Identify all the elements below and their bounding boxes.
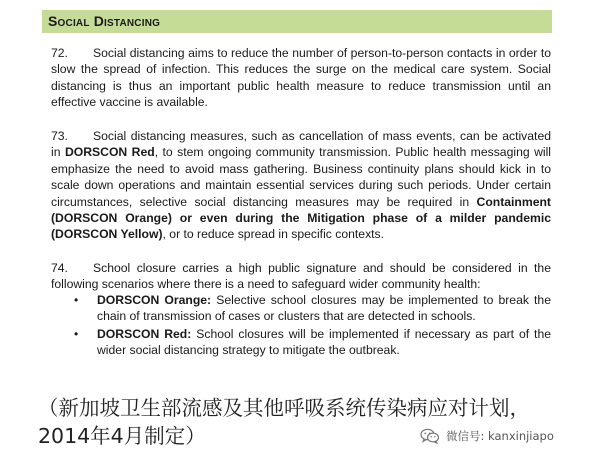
paragraph-text: School closure carries a high public signature and should be considered in the following scenarios where there is a need to safeguard wider community health: — [51, 261, 551, 292]
bullet-point: • — [74, 326, 79, 341]
paragraph-73 — [51, 128, 551, 243]
bullet-point: • — [74, 293, 79, 307]
bold-dorscon-red: DORSCON Red — [64, 145, 155, 160]
paragraph-number: 73. — [51, 129, 68, 143]
watermark — [420, 428, 554, 444]
bold-containment: Containment (DORSCON Orange) or even during the Mitigation phase of a milder pandemic (DORSCON Yellow) — [51, 194, 551, 242]
paragraph-text: Social distancing aims to reduce the number of person-to-person contacts in order to slow the spread of infection. This reduces the surge on the medical care system. Social distancing is thus an important public health measure to reduce transmission until an effective vaccine is available. — [51, 46, 551, 110]
paragraph-text: , to stem ongoing community transmission. Public health messaging will emphasize the need to avoid mass gathering. Business continuity plans should kick in to scale down operations and maintain essential services during such periods. Under certain circumstances, selective social distancing measures may be required in — [51, 145, 551, 209]
school-closure-list — [72, 292, 551, 360]
paragraph-number: 72. — [51, 46, 68, 60]
wechat-icon — [420, 428, 440, 444]
paragraph-72 — [51, 45, 551, 111]
section-title: Social Distancing — [48, 13, 161, 29]
bullet-label: DORSCON Orange: — [97, 293, 212, 307]
list-item — [72, 292, 551, 325]
bullet-text: Selective school closures may be implemented to break the chain of transmission of cases or clusters that are detected in schools. — [97, 293, 551, 324]
bullet-label: DORSCON Red: — [97, 326, 192, 341]
watermark-text: 微信号: kanxinjiapo — [446, 429, 554, 443]
section-header — [42, 10, 552, 33]
paragraph-text: , or to reduce spread in specific contexts. — [162, 227, 385, 242]
paragraph-number: 74. — [51, 261, 68, 275]
list-item — [72, 326, 551, 359]
paragraph-text: Social distancing measures, such as cancellation of mass events, can be activated in — [51, 129, 551, 160]
paragraph-74 — [51, 260, 551, 293]
source-caption: （新加坡卫生部流感及其他呼吸系统传染病应对计划，2014年4月制定） — [38, 396, 530, 448]
bullet-text: School closures will be implemented if necessary as part of the wider social distancing strategy to mitigate the outbreak. — [97, 326, 551, 358]
